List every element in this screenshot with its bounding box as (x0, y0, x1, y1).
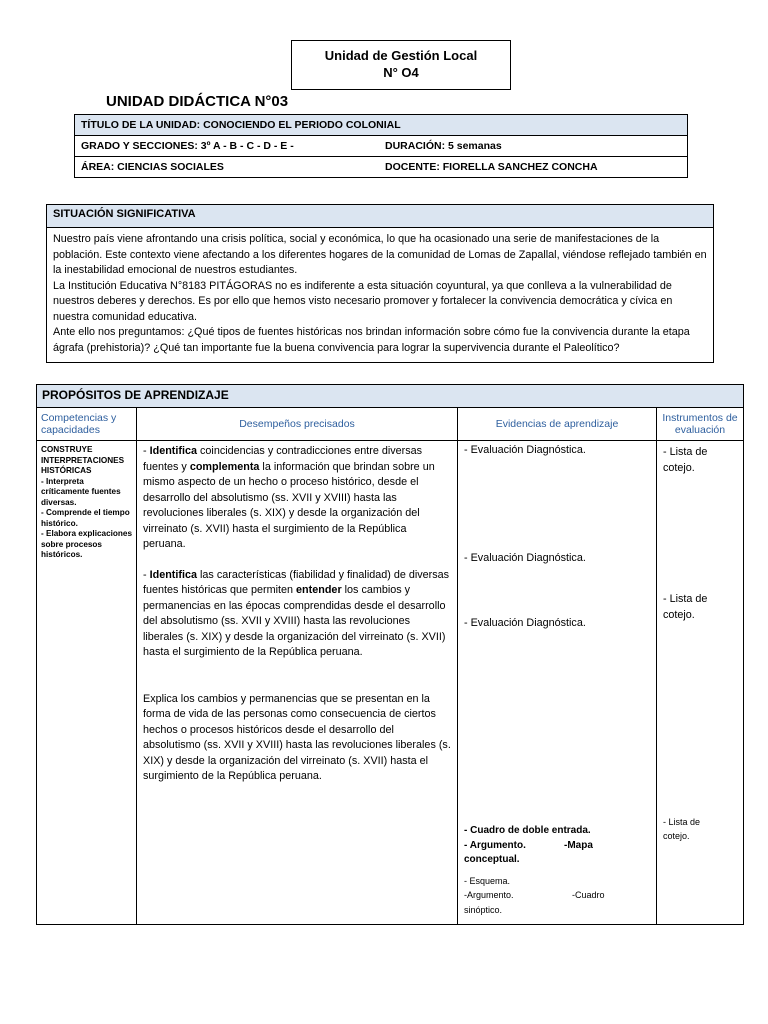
situacion-paragraph-2: La Institución Educativa N°8183 PITÁGORAS no es indiferente a esta situación coyuntural, ya que conlleva a la vulnerabilidad de nuestros deberes y derechos. Es por ello que hemos visto necesario promover y fortalecer la convivencia democrática y cívica en nuestra comunidad educativa. (53, 279, 673, 323)
desempeno-1-keyword-2: complementa (189, 460, 260, 473)
instrumento-1 (663, 444, 707, 476)
situacion-body (47, 228, 713, 362)
situacion-heading: SITUACIÓN SIGNIFICATIVA (47, 205, 713, 228)
unit-title: UNIDAD DIDÁCTICA N°03 (106, 93, 289, 110)
evidencia-2: - Evaluación Diagnóstica. (464, 552, 586, 564)
unit-info-table (74, 114, 688, 178)
evidencias-cell (458, 441, 657, 925)
capacidad-1: - Interpreta críticamente fuentes diversas. (41, 476, 121, 507)
desempeno-2-text-1: las características (fiabilidad y finalidad) de diversas fuentes históricas que permiten (143, 568, 450, 596)
evidencia-3: - Evaluación Diagnóstica. (464, 617, 586, 629)
desempeno-1-text-2: la información que brindan sobre un mismo aspecto de un hecho o proceso histórico, desde el desarrollo del absolutismo (ss. XVII y XVIII) hasta las revoluciones liberales (s. XIX) y desde la organización del virreinato (s. XVII) hasta el surgimiento de la República peruana. (143, 460, 435, 550)
col-instrumentos: Instrumentos de evaluación (657, 408, 744, 441)
instrumento-3 (663, 815, 700, 843)
evidencia-7-a: -Argumento. (464, 890, 514, 900)
unit-title-cell: TÍTULO DE LA UNIDAD: CONOCIENDO EL PERIODO COLONIAL (75, 115, 688, 136)
instrumento-2 (663, 591, 707, 623)
evidencia-7-b: -Cuadro (572, 890, 605, 900)
desempeno-1 (143, 444, 451, 553)
area-cell: ÁREA: CIENCIAS SOCIALES (75, 157, 380, 178)
grado-cell: GRADO Y SECCIONES: 3º A - B - C - D - E - (75, 136, 380, 157)
desempeno-1-text-1: coincidencias y contradicciones entre diversas fuentes y (143, 445, 423, 473)
ugel-number: N° O4 (383, 65, 419, 80)
capacidad-2: - Comprende el tiempo histórico. (41, 508, 130, 528)
ugel-header-box (291, 40, 511, 90)
situacion-paragraph-3: Ante ello nos preguntamos: ¿Qué tipos de fuentes históricas nos brindan información sobre cómo fue la convivencia durante la etapa ágrafa (prehistoria)? ¿Qué tan importante fue la buena convivencia para lograr la supervivencia durante el Paleolítico? (53, 326, 690, 354)
desempeno-2-keyword-2: entender (296, 584, 342, 596)
evidencia-7-c: sinóptico. (464, 905, 503, 915)
situacion-paragraph-1: Nuestro país viene afrontando una crisis política, social y económica, lo que ha ocasionado una serie de manifestaciones de la población. Este contexto viene afectando a los diferentes hogares de la comunidad de Lomas de Zapallal, viéndose reflejado también en la inestabilidad emocional de nuestros estudiantes. (53, 233, 707, 276)
competencias-cell (37, 441, 137, 925)
col-competencias: Competencias y capacidades (37, 408, 137, 441)
propositos-table (36, 384, 744, 925)
instrumentos-cell (657, 441, 744, 925)
instrumento-1-line-1: - Lista de (663, 446, 708, 458)
desempeno-2-prefix: - (143, 568, 150, 581)
desempeno-2-keyword-1: Identifica (149, 568, 198, 581)
evidencia-5-c: conceptual. (464, 854, 520, 865)
evidencia-5-a: - Argumento. (464, 840, 526, 851)
desempenos-cell (137, 441, 458, 925)
evidencia-1: - Evaluación Diagnóstica. (464, 444, 586, 456)
desempeno-2 (143, 568, 451, 661)
instrumento-3-line-1: - Lista de (663, 817, 701, 827)
docente-cell: DOCENTE: FIORELLA SANCHEZ CONCHA (379, 157, 688, 178)
ugel-title: Unidad de Gestión Local (324, 48, 478, 63)
capacidad-3: - Elabora explicaciones sobre procesos históricos. (41, 529, 133, 559)
competencia-title: CONSTRUYE INTERPRETACIONES HISTÓRICAS (41, 445, 125, 475)
instrumento-2-line-2: cotejo. (663, 609, 695, 621)
desempeno-1-prefix: - (143, 445, 150, 457)
duracion-cell: DURACIÓN: 5 semanas (379, 136, 688, 157)
desempeno-1-keyword-1: Identifica (149, 445, 198, 457)
situacion-significativa-box (46, 204, 714, 363)
instrumento-2-line-1: - Lista de (663, 593, 708, 605)
propositos-heading: PROPÓSITOS DE APRENDIZAJE (37, 385, 744, 408)
instrumento-1-line-2: cotejo. (663, 462, 695, 474)
evidencia-4: - Cuadro de doble entrada. (464, 825, 591, 836)
evidencia-5-b: -Mapa (564, 840, 593, 851)
desempeno-3: Explica los cambios y permanencias que se presentan en la forma de vida de las personas como consecuencia de ciertos hechos o procesos históricos desde el desarrollo del absolutismo (ss. XVII y XVIII) hasta las revoluciones liberales (s. XIX) y desde la organización del virreinato (s. XVII) hasta el surgimiento de la República peruana. (143, 692, 451, 782)
instrumento-3-line-2: cotejo. (663, 831, 690, 841)
col-desempenos: Desempeños precisados (137, 408, 458, 441)
evidencia-6: - Esquema. (464, 876, 511, 886)
desempeno-2-text-2: los cambios y permanencias en las épocas comprendidas desde el desarrollo del absolutismo (ss. XVII y XVIII) hasta las revoluciones liberales (s. XIX) y desde la organización del virreinato (s. XVII) hasta el surgimiento de la República peruana. (143, 584, 446, 658)
col-evidencias: Evidencias de aprendizaje (458, 408, 657, 441)
